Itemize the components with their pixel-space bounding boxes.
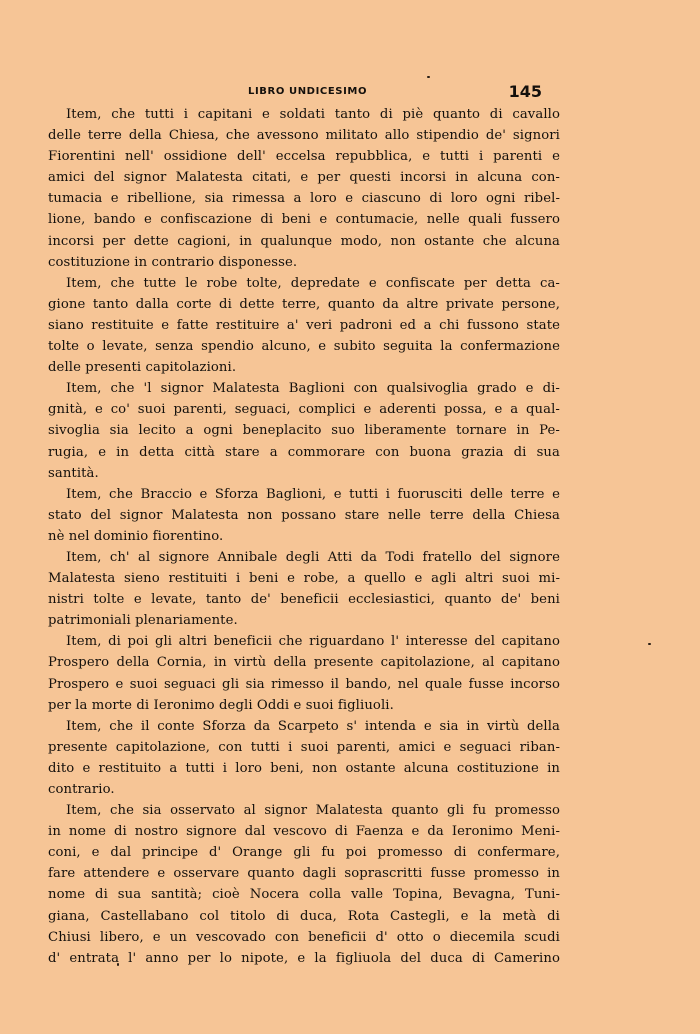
text-line: amici del signor Malatesta citati, e per questi incorsi in alcuna con- <box>48 170 560 186</box>
text-line: dito e restituito a tutti i loro beni, non ostante alcuna costituzione in <box>48 760 560 776</box>
text-line: Item, ch' al signore Annibale degli Atti da Todi fratello del signore <box>66 549 560 565</box>
text-line: fare attendere e osservare quanto dagli soprascritti fusse promesso in <box>48 866 560 882</box>
running-title: LIBRO UNDICESIMO <box>248 86 368 97</box>
text-line: rugia, e in detta città stare a commorare con buona grazia di sua <box>48 444 560 460</box>
text-line: nè nel dominio fiorentino. <box>48 528 224 544</box>
text-line: nome di sua santità; cioè Nocera colla valle Topina, Bevagna, Tuni- <box>48 887 560 903</box>
text-line: Item, che Braccio e Sforza Baglioni, e tutti i fuorusciti delle terre e <box>66 486 560 502</box>
paragraph <box>48 800 560 969</box>
text-line: Item, che sia osservato al signor Malatesta quanto gli fu promesso <box>66 803 560 819</box>
ink-speck <box>427 76 430 78</box>
text-line: tolte o levate, senza spendio alcuno, e subito seguita la confermazione <box>48 339 560 355</box>
text-line: Item, che tutte le robe tolte, depredate e confiscate per detta ca- <box>66 275 560 291</box>
text-line: Prospero della Cornia, in virtù della presente capitolazione, al capitano <box>48 655 560 671</box>
text-line: Item, di poi gli altri beneficii che riguardano l' interesse del capitano <box>66 634 560 650</box>
text-line: delle terre della Chiesa, che avessono militato allo stipendio de' signori <box>48 128 560 144</box>
text-line: siano restituite e fatte restituire a' veri padroni ed a chi fussono state <box>48 317 560 333</box>
text-line: sivoglia sia lecito a ogni beneplacito suo liberamente tornare in Pe- <box>48 423 560 439</box>
paragraph <box>48 378 560 483</box>
text-line: Prospero e suoi seguaci gli sia rimesso il bando, nel quale fusse incorso <box>48 676 560 692</box>
text-line: incorsi per dette cagioni, in qualunque modo, non ostante che alcuna <box>48 233 560 249</box>
text-line: in nome di nostro signore dal vescovo di Faenza e da Ieronimo Meni- <box>48 824 560 840</box>
text-line: santità. <box>48 465 99 481</box>
text-line: gnità, e co' suoi parenti, seguaci, complici e aderenti possa, e a qual- <box>48 402 560 418</box>
text-line: coni, e dal principe d' Orange gli fu poi promesso di confermare, <box>48 845 560 861</box>
paragraph <box>48 484 560 547</box>
text-line: presente capitolazione, con tutti i suoi parenti, amici e seguaci riban- <box>48 739 560 755</box>
paragraph <box>48 104 560 273</box>
text-line: delle presenti capitolazioni. <box>48 360 237 376</box>
text-line: Item, che tutti i capitani e soldati tanto di piè quanto di cavallo <box>66 107 560 122</box>
text-line: d' entrata l' anno per lo nipote, e la figliuola del duca di Camerino <box>48 950 560 966</box>
text-line: giana, Castellabano col titolo di duca, Rota Castegli, e la metà di <box>48 908 560 924</box>
paragraph <box>48 273 560 378</box>
body-text <box>48 104 560 969</box>
text-line: tumacia e ribellione, sia rimessa a loro e ciascuno di loro ogni ribel- <box>48 191 560 207</box>
paragraph <box>48 547 560 631</box>
page-header <box>48 82 560 104</box>
text-line: Fiorentini nell' ossidione dell' eccelsa repubblica, e tutti i parenti e <box>48 149 560 165</box>
text-line: lione, bando e confiscazione di beni e contumacie, nelle quali fussero <box>48 212 560 228</box>
text-line: contrario. <box>48 782 115 797</box>
text-line: stato del signor Malatesta non possano stare nelle terre della Chiesa <box>48 507 560 523</box>
text-line: costituzione in contrario disponesse. <box>48 254 298 270</box>
paragraph <box>48 716 560 800</box>
text-line: per la morte di Ieronimo degli Oddi e suoi figliuoli. <box>48 697 394 713</box>
text-line: Malatesta sieno restituiti i beni e robe, a quello e agli altri suoi mi- <box>48 571 560 587</box>
text-line: gione tanto dalla corte di dette terre, quanto da altre private persone, <box>48 296 560 312</box>
book-page <box>48 82 560 969</box>
text-line: nistri tolte e levate, tanto de' beneficii ecclesiastici, quanto de' beni <box>48 592 560 608</box>
text-line: Item, che il conte Sforza da Scarpeto s' intenda e sia in virtù della <box>66 718 560 734</box>
page-number: 145 <box>508 82 542 101</box>
ink-speck <box>648 643 651 645</box>
text-line: patrimoniali plenariamente. <box>48 613 238 629</box>
paragraph <box>48 631 560 715</box>
text-line: Item, che 'l signor Malatesta Baglioni con qualsivoglia grado e di- <box>66 381 560 397</box>
text-line: Chiusi libero, e un vescovado con beneficii d' otto o diecemila scudi <box>48 929 560 945</box>
